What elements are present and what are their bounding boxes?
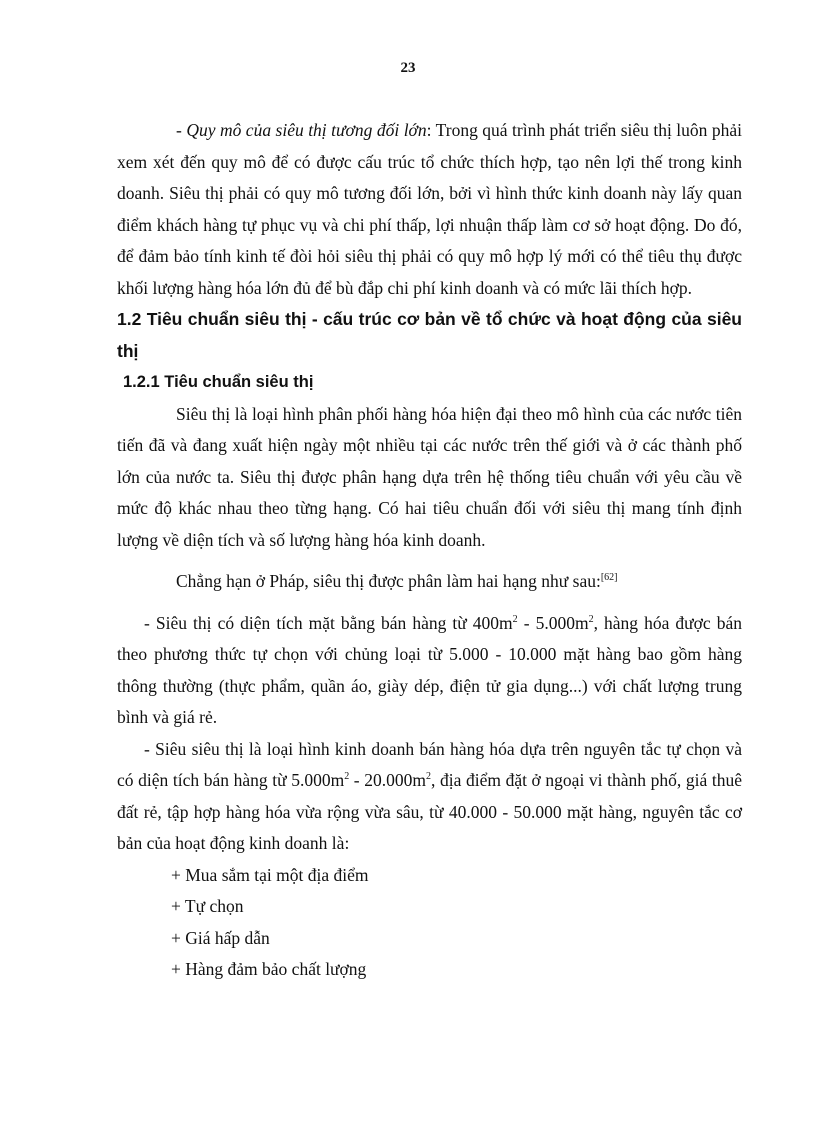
paragraph-text: - 5.000m	[517, 612, 589, 633]
document-body	[117, 115, 742, 986]
paragraph-text: , địa điểm đặt ở ngoại vi thành phố, giá thuê đất rẻ, tập hợp hàng hóa vừa rộng vừa sâu, từ 40.000 - 50.000 mặt hàng, nguyên tắc cơ bản của hoạt động kinh doanh là:	[117, 770, 742, 853]
paragraph-text: Chẳng hạn ở Pháp, siêu thị được phân làm hai hạng như sau:	[176, 571, 601, 591]
spacer	[117, 556, 742, 566]
section-heading: 1.2 Tiêu chuẩn siêu thị - cấu trúc cơ bản về tổ chức và hoạt động của siêu thị	[117, 309, 742, 361]
paragraph-hypermarket	[117, 734, 742, 860]
paragraph-text: , hàng hóa được bán theo phương thức tự chọn với chủng loại từ 5.000 - 10.000 mặt hàng bao gồm hàng thông thường (thực phẩm, quần áo, giày dép, điện tử gia dụng...) với chất lượng trung bình và giá rẻ.	[117, 612, 742, 727]
paragraph-standards: Siêu thị là loại hình phân phối hàng hóa hiện đại theo mô hình của các nước tiên tiến đã và đang xuất hiện ngày một nhiều tại các nước trên thế giới và ở các thành phố lớn của nước ta. Siêu thị được phân hạng dựa trên hệ thống tiêu chuẩn với yêu cầu về mức độ khác nhau theo từng hạng. Có hai tiêu chuẩn đối với siêu thị mang tính định lượng về diện tích và số lượng hàng hóa kinh doanh.	[117, 403, 742, 550]
list-item: + Hàng đảm bảo chất lượng	[171, 959, 367, 979]
page-number: 23	[400, 60, 416, 76]
paragraph-france	[117, 566, 742, 598]
paragraph-text: - Siêu thị có diện tích mặt bằng bán hàng từ 400m	[144, 612, 513, 633]
list-item: + Mua sắm tại một địa điểm	[171, 864, 369, 885]
paragraph-supermarket	[117, 608, 742, 734]
citation-ref: [62]	[600, 572, 618, 584]
list-item: + Giá hấp dẫn	[171, 927, 270, 948]
superscript: 2	[344, 771, 350, 783]
superscript: 2	[588, 613, 594, 625]
paragraph-text: - Siêu siêu thị là loại hình kinh doanh bán hàng hóa dựa trên nguyên tắc tự chọn và có diện tích bán hàng từ 5.000m	[117, 738, 742, 790]
subsection-heading: 1.2.1 Tiêu chuẩn siêu thị	[123, 373, 314, 391]
paragraph-text: - 20.000m	[349, 770, 426, 790]
paragraph-scale	[117, 115, 742, 304]
list-item: + Tự chọn	[171, 896, 244, 916]
spacer	[117, 598, 742, 608]
superscript: 2	[425, 771, 431, 783]
paragraph-text: : Trong quá trình phát triển siêu thị luôn phải xem xét đến quy mô để có được cấu trúc tổ chức thích hợp, tạo nên lợi thế trong kinh doanh. Siêu thị phải có quy mô tương đối lớn, bởi vì hình thức kinh doanh này lấy quan điểm khách hàng tự phục vụ và chi phí thấp, lợi nhuận thấp làm cơ sở hoạt động. Do đó, để đảm bảo tính kinh tế đòi hỏi siêu thị phải có quy mô hợp lý mới có thể tiêu thụ được khối lượng hàng hóa lớn đủ để bù đắp chi phí kinh doanh và có mức lãi thích hợp.	[117, 120, 743, 298]
paragraph-lead: -	[176, 120, 187, 140]
superscript: 2	[512, 613, 518, 625]
italic-term: Quy mô của siêu thị tương đối lớn	[186, 120, 427, 140]
